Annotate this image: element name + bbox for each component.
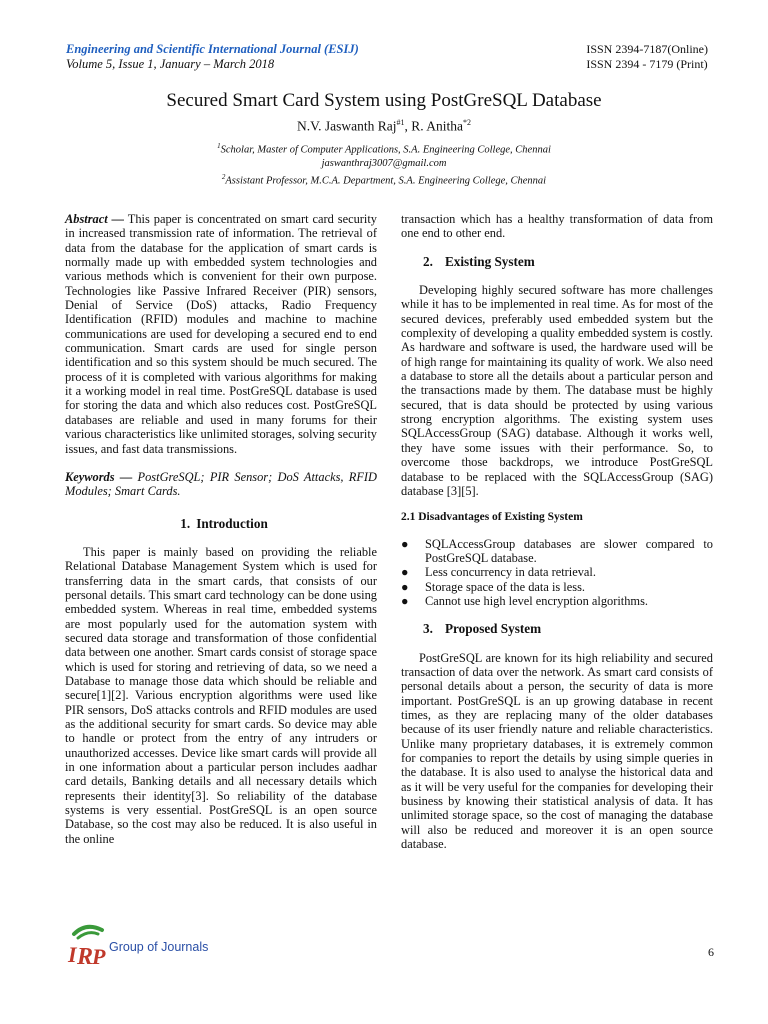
svg-text:R: R [77, 944, 94, 968]
section-title: Proposed System [445, 621, 542, 637]
bullet-icon: ● [401, 593, 409, 608]
author-1-name: N.V. Jaswanth Raj [296, 118, 397, 134]
introduction-text: This paper is mainly based on providing the reliable Relational Database Management System which is used for transferring data in the smart cards, that consists of our personal details. This smart card technology can be done using embedded system. Whereas in real time, embedded systems are most popularly used for the automation system with secured data storage and transformation of those confidential data between one another. Smart cards consist of storage space which is used for storing and retrieving of data, so we need a Database to manage those data which should be reliable and secure[1][2]. Various encryption algorithms were used like PIR sensors, DoS attacks controls and RFID modules are used as the additional security for smart cards. So device may able to handle or protect from the entry of any intruders or unauthorized accesses. Device like smart cards will provide all in one information about a particular person includes aadhar card details, Banking details and all necessary details which represents their identity[3]. So reliability of the database systems is very essential. PostGreSQL is an open source Database, so the cost may also be reduced. It is also useful in the online [65, 544, 377, 846]
issn-block [586, 42, 708, 72]
keywords [65, 470, 377, 499]
bullet-icon: ● [401, 579, 409, 594]
author-1-sup: #1 [396, 118, 405, 127]
section-title: Existing System [445, 253, 535, 269]
author-2-sup: *2 [463, 118, 471, 127]
section-heading-existing [401, 255, 713, 269]
section-number: 2. [423, 253, 433, 269]
list-item: ● SQLAccessGroup databases are slower compared to PostGreSQL database. [401, 536, 713, 565]
affiliation-1-sup: 1 [217, 142, 221, 150]
existing-system-text: Developing highly secured software has more challenges while it has to be implemented in real time. As for most of the secured devices, preferably used embedded system but the complexity of developing a quality embedded system is costly. As hardware and software is used, the hardware used will be of high range for maintaining its quality of work. We also need a database to store all the details about a particular person and the transactions made by them. The database must be highly secured, that is data should be protected by using various strong encryption algorithms. The existing system uses SQLAccessGroup (SAG) database. Although it works well, they have some issues with their performance. So, to overcome those backdrops, we introduce PostGreSQL database to be replaced with the SQLAccessGroup (SAG) database [3][5]. [401, 283, 713, 498]
section-heading-introduction [65, 517, 377, 531]
bullet-icon: ● [401, 565, 409, 580]
section-heading-proposed [401, 622, 713, 636]
section-number: 3. [423, 621, 433, 637]
irp-logo-icon [64, 920, 114, 968]
list-item: ● Less concurrency in data retrieval. [401, 565, 596, 580]
author-separator: , [404, 118, 412, 134]
abstract-label: Abstract — [65, 212, 125, 226]
author-line [0, 118, 768, 135]
journal-name: Engineering and Scientific International Journal (ESIJ) [66, 42, 359, 56]
author-email: jaswanthraj3007@gmail.com [321, 158, 447, 169]
issn-print: ISSN 2394 - 7179 (Print) [586, 57, 708, 71]
list-item: ● Cannot use high level encryption algorithms. [401, 593, 648, 608]
affiliation-1: $^1$Scholar, Master of Computer Applications, S.A. Engineering College, Chennai [217, 142, 551, 156]
abstract [65, 212, 377, 456]
svg-text:I: I [68, 942, 77, 967]
paper-title: Secured Smart Card System using PostGreSQL Database [166, 90, 602, 111]
right-column [401, 212, 713, 851]
affiliation-2-sup: 2 [221, 172, 226, 181]
page-number: 6 [708, 945, 714, 959]
keywords-text: PostGreSQL; PIR Sensor; DoS Attacks, RFID Modules; Smart Cards. [65, 469, 377, 499]
introduction-continued: transaction which has a healthy transformation of data from one end to other end. [401, 212, 713, 241]
author-2-name: R. Anitha [411, 118, 463, 134]
disadvantages-list [401, 537, 713, 609]
journal-header [66, 42, 359, 72]
issn-online: ISSN 2394-7187(Online) [586, 42, 708, 56]
subsection-heading-disadvantages: 2.1 Disadvantages of Existing System [401, 511, 583, 524]
svg-text:P: P [92, 944, 106, 968]
section-number: 1. [180, 515, 191, 531]
irp-logo [64, 920, 214, 970]
list-item: ● Storage space of the data is less. [401, 579, 585, 594]
bullet-icon: ● [401, 536, 409, 551]
journal-volume: Volume 5, Issue 1, January – March 2018 [66, 57, 275, 71]
abstract-text: This paper is concentrated on smart card security in increased transmission rate of information. The retrieval of data from the database for the application of smart cards is normally made up with embedded system technologies and various methods which is convenient for their own purpose. Technologies like Passive Infrared Receiver (PIR) sensors, Denial of Service (DoS) attacks, Radio Frequency Identification (RFID) modules and machine to machine communications are used for developing a secured end to end communication. Smart cards are used for single person identification and so this system should be much secured. The process of it is completed with various algorithms for making it a working model in real time. PostGreSQL database is used for storing the data and which also reduces cost. PostGreSQL databases are reliable and used in many forums for their various characteristics like unlimited storages, solving security issues, and fast data transmissions. [65, 212, 377, 456]
affiliation-2: $^2$Assistant Professor, M.C.A. Department, S.A. Engineering College, Chennai [221, 172, 547, 186]
affiliations [0, 140, 768, 188]
logo-text: Group of Journals [109, 940, 209, 954]
keywords-label: Keywords — [65, 469, 133, 484]
proposed-system-text: PostGreSQL are known for its high reliability and secured transaction of data over the network. As smart card consists of personal details about a person, the security of data is more important. PostGreSQL is an up growing database in recent times, as they are replacing many of the older databases because of its user friendly nature and reliable characteristics. Unlike many proprietary databases, it is extremely common for companies to report the details by using simple queries in the database. It is also used to analyse the historical data and as it will be very useful for the companies for developing their business by knowing their statistical analysis of data. It has unlimited storage space, so the cost of managing the database will also be reduced and moreover it is an open source database. [401, 650, 713, 852]
section-title: Introduction [196, 515, 268, 531]
left-column [65, 212, 377, 846]
